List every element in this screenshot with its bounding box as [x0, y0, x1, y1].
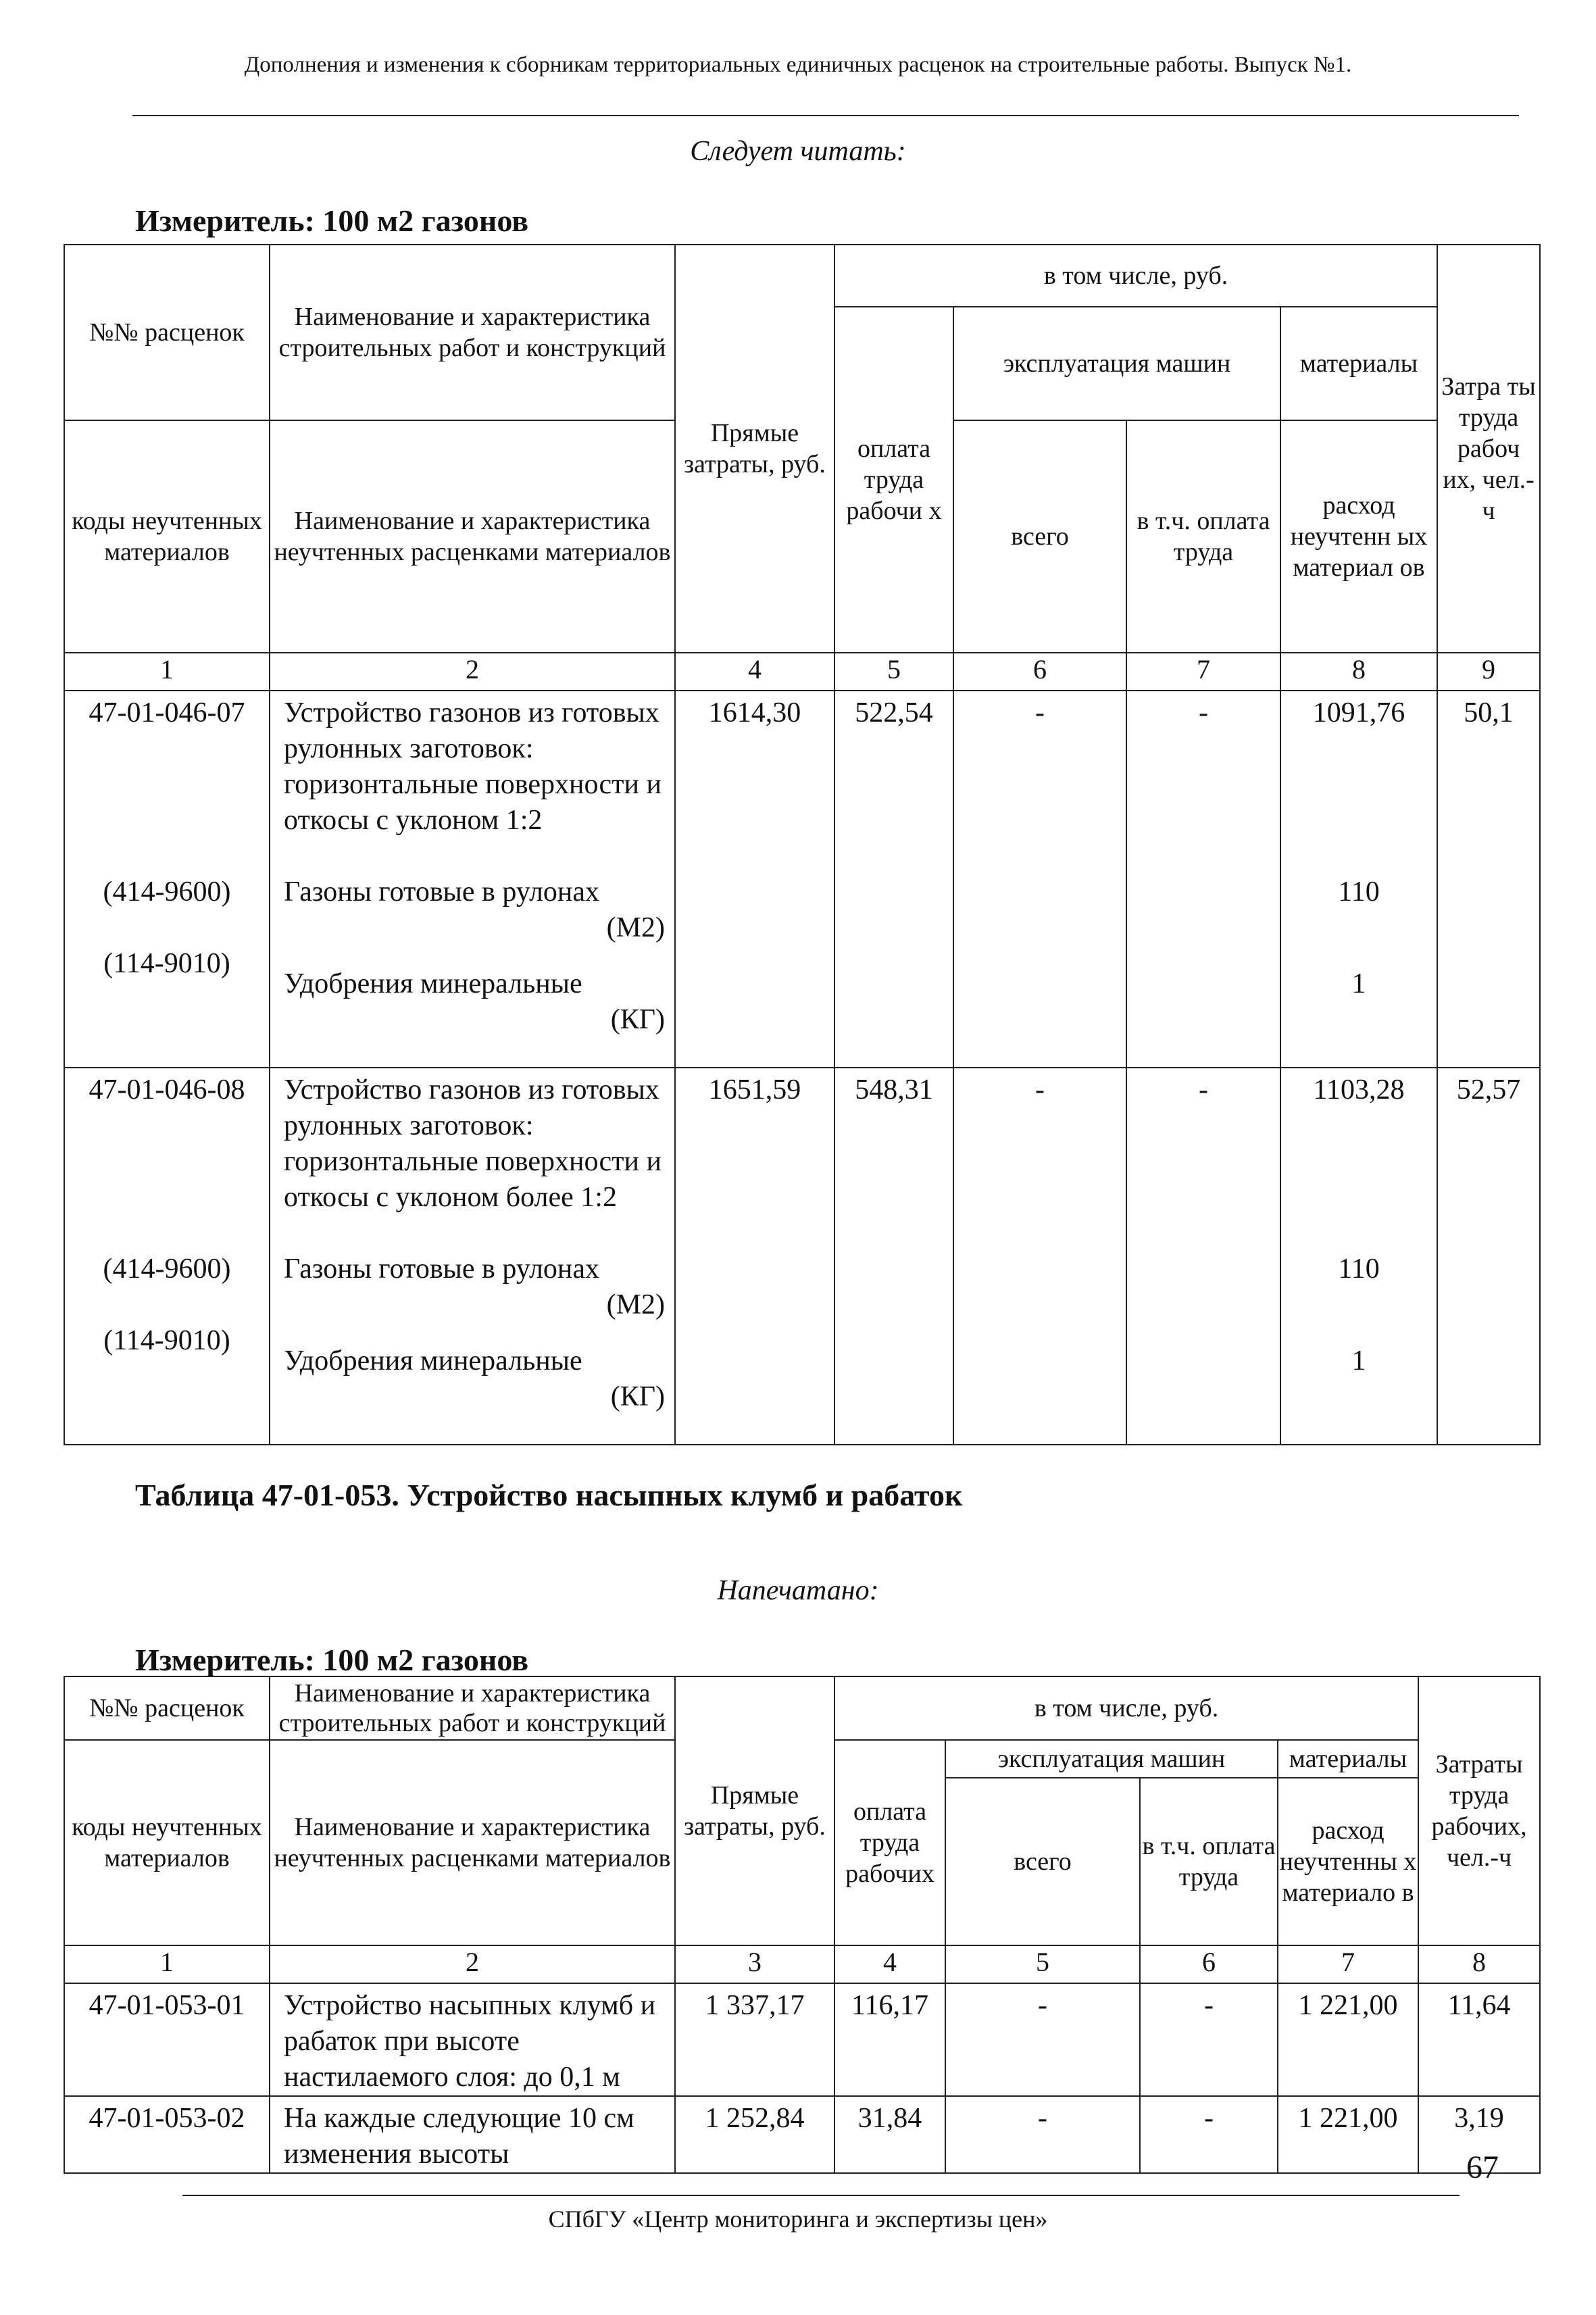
- material-name: Газоны готовые в рулонах: [284, 876, 600, 907]
- table-row: [64, 2096, 1540, 2173]
- worker-pay: 31,84: [834, 2096, 945, 2173]
- rate-name: Устройство газонов из готовых рулонных заготовок: горизонтальные поверхности и откосы с уклоном более 1:2: [284, 1074, 662, 1213]
- labor-costs: 3,19: [1418, 2096, 1540, 2173]
- material-code: (414-9600): [103, 1253, 231, 1285]
- table-row: [64, 691, 1540, 1068]
- table-row: [64, 1983, 1540, 2096]
- rate-code: 47-01-046-08: [89, 1074, 245, 1105]
- column-number: 6: [1140, 1945, 1278, 1983]
- materials-cell: [1280, 691, 1437, 1068]
- header-worker-pay: оплата труда рабочих: [834, 1740, 945, 1945]
- column-number: 1: [64, 1945, 270, 1983]
- material-consumption: 110: [1338, 1253, 1380, 1285]
- header-material-names: Наименование и характеристика неучтенных расценками материалов: [270, 420, 675, 653]
- header-material-codes: коды неучтенных материалов: [64, 420, 270, 653]
- header-labor-costs: Затраты труда рабочих, чел.-ч: [1418, 1676, 1540, 1945]
- material-consumption: 1: [1351, 1345, 1366, 1376]
- column-number: 3: [675, 1945, 834, 1983]
- header-work-name: Наименование и характеристика строительных работ и конструкций: [270, 245, 675, 420]
- column-number: 2: [270, 1945, 675, 1983]
- measure-label-1: Измеритель: 100 м2 газонов: [135, 203, 529, 238]
- header-machines-pay: в т.ч. оплата труда: [1140, 1778, 1278, 1945]
- worker-pay: 522,54: [834, 691, 953, 1068]
- column-number: 4: [675, 653, 834, 691]
- materials-value: 1 221,00: [1278, 1983, 1418, 2096]
- worker-pay: 548,31: [834, 1068, 953, 1445]
- material-code: (114-9010): [103, 1325, 230, 1356]
- header-material-consumption: расход неучтенны х материало в: [1278, 1778, 1418, 1945]
- material-name: Удобрения минеральные: [284, 1345, 582, 1376]
- header-machines: эксплуатация машин: [953, 307, 1280, 420]
- materials-cell: [1280, 1068, 1437, 1445]
- column-number: 5: [834, 653, 953, 691]
- labor-costs: 11,64: [1418, 1983, 1540, 2096]
- header-work-name: Наименование и характеристика строительных работ и конструкций: [270, 1676, 675, 1740]
- note-should-read: Следует читать:: [690, 136, 906, 167]
- column-number: 7: [1278, 1945, 1418, 1983]
- labor-costs: 50,1: [1437, 691, 1540, 1068]
- rate-name-cell: [270, 1068, 675, 1445]
- column-number: 5: [945, 1945, 1140, 1983]
- material-name: Газоны готовые в рулонах: [284, 1253, 600, 1285]
- machines-total: -: [953, 691, 1126, 1068]
- header-direct-costs: Прямые затраты, руб.: [675, 1676, 834, 1945]
- machines-total: -: [945, 2096, 1140, 2173]
- rate-name: Устройство газонов из готовых рулонных заготовок: горизонтальные поверхности и откосы с уклоном 1:2: [284, 697, 662, 836]
- rate-name: Устройство насыпных клумб и рабаток при высоте настилаемого слоя: до 0,1 м: [270, 1983, 675, 2096]
- labor-costs: 52,57: [1437, 1068, 1540, 1445]
- header-machines: эксплуатация машин: [945, 1740, 1278, 1778]
- material-unit: (М2): [606, 1289, 665, 1320]
- rate-name-cell: [270, 691, 675, 1068]
- machines-pay: -: [1126, 691, 1280, 1068]
- column-number: 2: [270, 653, 675, 691]
- material-unit: (КГ): [610, 1004, 665, 1035]
- table-row: [64, 1068, 1540, 1445]
- rate-code: 47-01-046-07: [89, 697, 245, 728]
- material-unit: (М2): [606, 912, 665, 943]
- machines-pay: -: [1140, 1983, 1278, 2096]
- header-materials: материалы: [1280, 307, 1437, 420]
- header-material-consumption: расход неучтенн ых материал ов: [1280, 420, 1437, 653]
- machines-pay: -: [1140, 2096, 1278, 2173]
- column-number: 8: [1280, 653, 1437, 691]
- material-unit: (КГ): [610, 1381, 665, 1412]
- header-labor-costs: Затра ты труда рабоч их, чел.- ч: [1437, 245, 1540, 653]
- column-number: 9: [1437, 653, 1540, 691]
- column-number: 8: [1418, 1945, 1540, 1983]
- direct-costs: 1 252,84: [675, 2096, 834, 2173]
- measure-label-2: Измеритель: 100 м2 газонов: [135, 1643, 529, 1677]
- header-machines-pay: в т.ч. оплата труда: [1126, 420, 1280, 653]
- header-worker-pay: оплата труда рабочи х: [834, 307, 953, 653]
- header-including: в том числе, руб.: [834, 1676, 1418, 1740]
- materials-value: 1 221,00: [1278, 2096, 1418, 2173]
- header-machines-total: всего: [953, 420, 1126, 653]
- header-including: в том числе, руб.: [834, 245, 1437, 307]
- header-material-codes: коды неучтенных материалов: [64, 1740, 270, 1945]
- rate-code-cell: [64, 1068, 270, 1445]
- material-consumption: 1: [1351, 968, 1366, 999]
- rate-name: На каждые следующие 10 см изменения высоты: [270, 2096, 675, 2173]
- direct-costs: 1651,59: [675, 1068, 834, 1445]
- page-number: 67: [1466, 2149, 1499, 2185]
- header-direct-costs: Прямые затраты, руб.: [675, 245, 834, 653]
- table-heading: Таблица 47-01-053. Устройство насыпных клумб и рабаток: [135, 1478, 963, 1512]
- note-printed: Напечатано:: [717, 1575, 879, 1606]
- running-header: Дополнения и изменения к сборникам территориальных единичных расценок на строительные работы. Выпуск №1.: [244, 53, 1352, 77]
- materials-value: 1091,76: [1312, 697, 1405, 728]
- header-machines-total: всего: [945, 1778, 1140, 1945]
- header-material-names: Наименование и характеристика неучтенных расценками материалов: [270, 1740, 675, 1945]
- header-rate-number: №№ расценок: [64, 245, 270, 420]
- column-number: 4: [834, 1945, 945, 1983]
- rates-table-corrected: [64, 244, 1541, 1445]
- worker-pay: 116,17: [834, 1983, 945, 2096]
- material-consumption: 110: [1338, 876, 1380, 907]
- rate-code: 47-01-053-02: [64, 2096, 270, 2173]
- machines-total: -: [953, 1068, 1126, 1445]
- rate-code-cell: [64, 691, 270, 1068]
- direct-costs: 1614,30: [675, 691, 834, 1068]
- footer-org: СПбГУ «Центр мониторинга и экспертизы цен»: [548, 2206, 1048, 2233]
- machines-total: -: [945, 1983, 1140, 2096]
- material-code: (114-9010): [103, 948, 230, 979]
- column-number: 7: [1126, 653, 1280, 691]
- material-name: Удобрения минеральные: [284, 968, 582, 999]
- header-rate-number: №№ расценок: [64, 1676, 270, 1740]
- direct-costs: 1 337,17: [675, 1983, 834, 2096]
- header-rule: [132, 115, 1519, 116]
- rates-table-printed: [64, 1676, 1541, 2174]
- column-number: 1: [64, 653, 270, 691]
- materials-value: 1103,28: [1313, 1074, 1405, 1105]
- machines-pay: -: [1126, 1068, 1280, 1445]
- footer-rule: [182, 2195, 1460, 2196]
- header-materials: материалы: [1278, 1740, 1418, 1778]
- material-code: (414-9600): [103, 876, 231, 907]
- column-number: 6: [953, 653, 1126, 691]
- rate-code: 47-01-053-01: [64, 1983, 270, 2096]
